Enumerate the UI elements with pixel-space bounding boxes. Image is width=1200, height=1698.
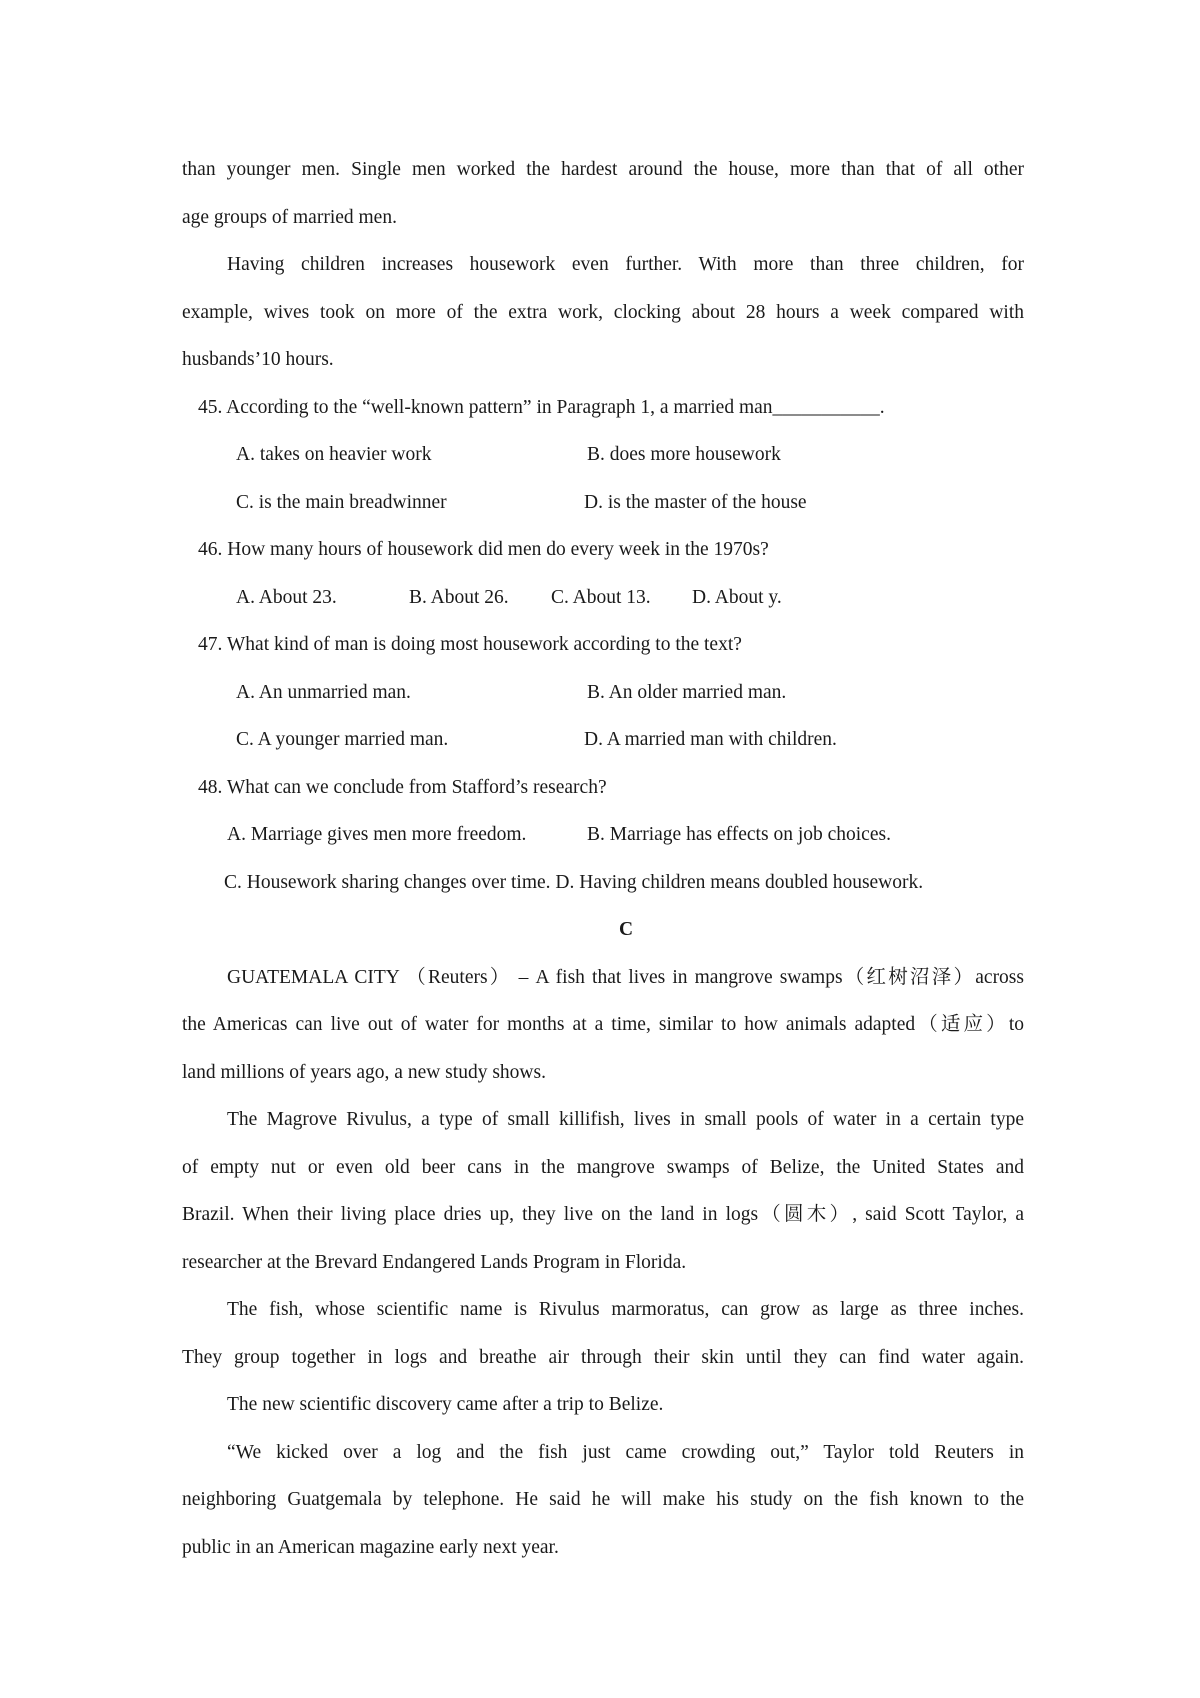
question-47-option-d: D. A married man with children. xyxy=(584,729,837,750)
question-46-option-d: D. About y. xyxy=(692,587,782,608)
passage-c-line: researcher at the Brevard Endangered Lands Program in Florida. xyxy=(182,1252,687,1273)
passage-c-line: land millions of years ago, a new study shows. xyxy=(182,1062,546,1083)
question-47-option-c: C. A younger married man. xyxy=(236,729,449,750)
question-47-option-b: B. An older married man. xyxy=(587,682,787,703)
question-46-option-a: A. About 23. xyxy=(236,587,337,608)
passage-c-line: They group together in logs and breathe air through their skin until they can find water again. xyxy=(182,1347,1024,1368)
passage-b-line: Having children increases housework even further. With more than three children, for xyxy=(227,254,1024,275)
passage-c-line: The Magrove Rivulus, a type of small killifish, lives in small pools of water in a certain type xyxy=(227,1109,1024,1130)
passage-b-line: husbands’10 hours. xyxy=(182,349,334,370)
passage-c-line: GUATEMALA CITY （Reuters） – A fish that lives in mangrove swamps（红树沼泽）across xyxy=(227,967,1024,988)
passage-c-line: neighboring Guatgemala by telephone. He said he will make his study on the fish known to the xyxy=(182,1489,1024,1510)
passage-c-line: of empty nut or even old beer cans in the mangrove swamps of Belize, the United States and xyxy=(182,1157,1024,1178)
question-45-option-a: A. takes on heavier work xyxy=(236,444,432,465)
question-48-stem: 48. What can we conclude from Stafford’s research? xyxy=(198,777,607,798)
question-45-option-d: D. is the master of the house xyxy=(584,492,807,513)
passage-c-line: Brazil. When their living place dries up, they live on the land in logs（圆木）, said Scott Taylor, a xyxy=(182,1204,1024,1225)
passage-b-line: than younger men. Single men worked the hardest around the house, more than that of all other xyxy=(182,159,1024,180)
question-47-stem: 47. What kind of man is doing most housework according to the text? xyxy=(198,634,742,655)
passage-c-line: The fish, whose scientific name is Rivulus marmoratus, can grow as large as three inches. xyxy=(227,1299,1024,1320)
passage-c-line: public in an American magazine early next year. xyxy=(182,1537,559,1558)
passage-c-line: the Americas can live out of water for months at a time, similar to how animals adapted（适应）to xyxy=(182,1014,1024,1035)
question-46-option-c: C. About 13. xyxy=(551,587,651,608)
question-46-option-b: B. About 26. xyxy=(409,587,509,608)
question-47-option-a: A. An unmarried man. xyxy=(236,682,411,703)
question-48-option-a: A. Marriage gives men more freedom. xyxy=(227,824,527,845)
passage-b-line: age groups of married men. xyxy=(182,207,397,228)
question-45-stem: 45. According to the “well-known pattern” in Paragraph 1, a married man___________. xyxy=(198,397,885,418)
section-heading: C xyxy=(619,919,634,940)
question-48-option-b: B. Marriage has effects on job choices. xyxy=(587,824,891,845)
question-45-option-b: B. does more housework xyxy=(587,444,781,465)
passage-b-line: example, wives took on more of the extra work, clocking about 28 hours a week compared with xyxy=(182,302,1024,323)
question-45-option-c: C. is the main breadwinner xyxy=(236,492,447,513)
passage-c-line: The new scientific discovery came after a trip to Belize. xyxy=(227,1394,664,1415)
question-48-option-cd: C. Housework sharing changes over time. D. Having children means doubled housework. xyxy=(224,872,924,893)
question-46-stem: 46. How many hours of housework did men do every week in the 1970s? xyxy=(198,539,769,560)
passage-c-line: “We kicked over a log and the fish just came crowding out,” Taylor told Reuters in xyxy=(227,1442,1024,1463)
